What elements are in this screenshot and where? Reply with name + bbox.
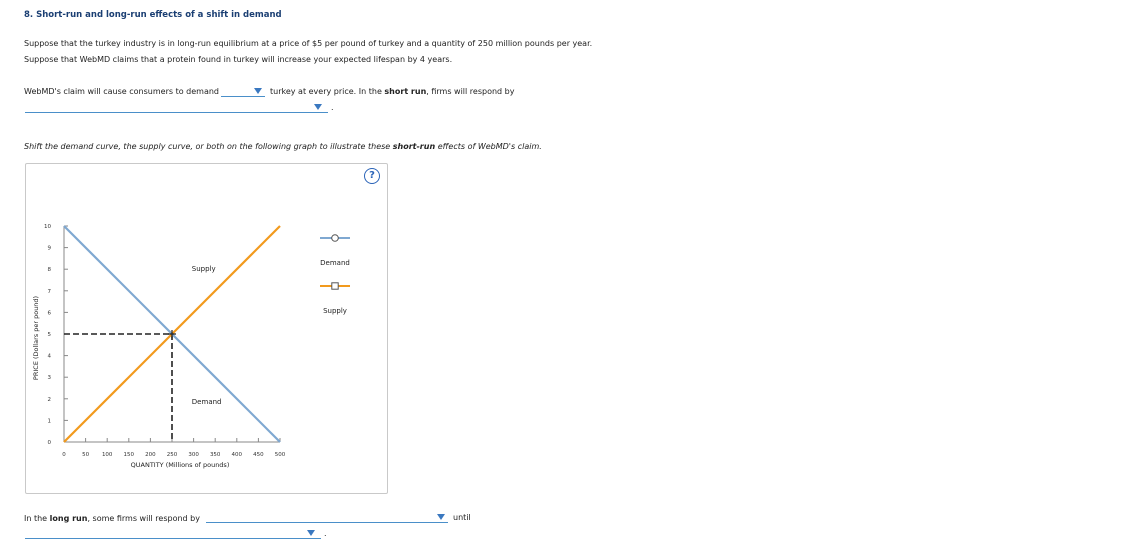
question1-text: turkey at every price. In the short run, firms will respond by <box>270 87 515 96</box>
y-tick-label: 7 <box>47 288 51 295</box>
x-tick-label: 50 <box>82 452 90 458</box>
y-axis-label: PRICE (Dollars per pound) <box>32 295 40 381</box>
x-tick-label: 100 <box>101 452 113 458</box>
y-tick-label: 0 <box>47 440 51 446</box>
question2-suffix: until <box>453 513 471 522</box>
question2-end: . <box>324 529 327 538</box>
graph-instruction: Shift the demand curve, the supply curve, or both on the following graph to illustrate these short-run effects of WebMD's claim. <box>24 142 542 151</box>
y-tick-label: 10 <box>44 224 51 230</box>
intro-line-1: Suppose that the turkey industry is in long-run equilibrium at a price of $5 per pound of turkey and a quantity of 250 million pounds per year. <box>24 39 593 48</box>
x-tick-label: 400 <box>231 452 243 458</box>
chart-labels <box>32 265 229 469</box>
x-tick-label: 0 <box>62 452 66 458</box>
x-tick-label: 250 <box>166 452 178 458</box>
question1-prefix: WebMD's claim will cause consumers to demand <box>24 87 219 96</box>
supply-tool[interactable] <box>320 283 350 315</box>
y-tick-label: 8 <box>47 267 51 274</box>
help-icon[interactable]: ? <box>364 168 380 184</box>
y-tick-label: 1 <box>47 418 51 425</box>
y-tick-label: 4 <box>47 353 51 360</box>
question1-end: . <box>331 103 334 112</box>
y-tick-label: 2 <box>47 396 51 403</box>
circle-marker-icon <box>332 235 339 242</box>
chevron-down-icon <box>307 530 315 536</box>
y-tick-label: 3 <box>47 375 51 382</box>
x-tick-label: 500 <box>274 452 286 458</box>
y-tick-label: 6 <box>47 310 51 317</box>
demand-tool-label: Demand <box>320 259 350 267</box>
demand-curve-label: Demand <box>191 397 222 406</box>
y-tick-label: 9 <box>47 245 51 252</box>
y-tick-label: 5 <box>47 332 51 338</box>
x-tick-label: 450 <box>253 452 264 458</box>
demand-tool[interactable] <box>320 235 350 267</box>
x-axis-label: QUANTITY (Millions of pounds) <box>130 461 230 469</box>
x-tick-label: 350 <box>209 452 221 458</box>
supply-tool-label: Supply <box>323 307 347 315</box>
question2-text: In the long run, some firms will respond by <box>24 514 200 523</box>
x-tick-label: 300 <box>188 452 199 458</box>
intro-line-2: Suppose that WebMD claims that a protein found in turkey will increase your expected lifespan by 4 years. <box>24 55 453 64</box>
page-title: 8. Short-run and long-run effects of a shift in demand <box>24 10 282 20</box>
x-tick-label: 150 <box>123 452 135 458</box>
square-marker-icon <box>332 283 338 289</box>
x-tick-label: 200 <box>145 452 156 458</box>
chevron-down-icon <box>437 514 445 520</box>
supply-curve-label: Supply <box>191 265 216 274</box>
graph-tool-palette[interactable] <box>320 235 350 315</box>
